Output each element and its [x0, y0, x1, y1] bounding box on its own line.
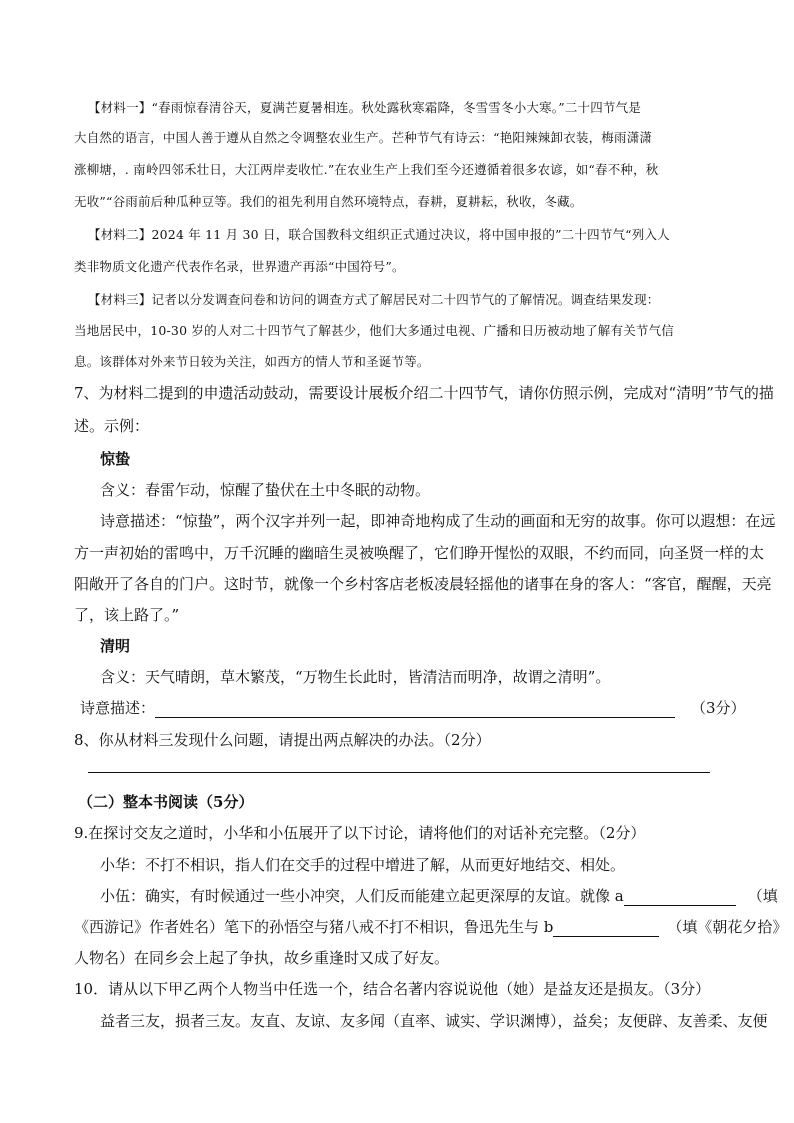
- answer-blank-q7[interactable]: [155, 701, 675, 718]
- material-1-line-2: 大自然的语言，中国人善于遵从自然之令调整农业生产。芒种节气有诗云：“艳阳辣辣卸衣装，梅雨潇潇: [74, 130, 653, 145]
- xiaowu-text-a: 小伍：确实，有时候通过一些小冲突，人们反而能建立起更深厚的友谊。就像 a: [100, 887, 624, 905]
- material-1-line-1: 【材料一】“春雨惊春清谷天，夏满芒夏暑相连。秋处露秋寒霜降，冬雪雪冬小大寒。”二十四节气是: [88, 100, 642, 115]
- fill-hint-a: （填: [747, 887, 778, 905]
- question-10-line-1: 10．请从以下甲乙两个人物当中任选一个，结合名著内容说说他（她）是益友还是损友。（3分）: [74, 980, 711, 998]
- xiaowu-text-b: 《西游记》作者姓名）笔下的孙悟空与猪八戒不打不相识，鲁迅先生与 b: [74, 918, 554, 936]
- material-3-line-1: 【材料三】记者以分发调查问卷和访问的调查方式了解居民对二十四节气的了解情况。调查结果发现：: [88, 292, 660, 307]
- material-3-line-3: 息。该群体对外来节日较为关注，如西方的情人节和圣诞节等。: [74, 354, 430, 369]
- material-1-line-3: 涨柳塘，. 南岭四邻禾壮日，大江两岸麦收忙.”在农业生产上我们至今还遵循着很多农谚，如“春不种，秋: [74, 162, 659, 177]
- fill-hint-b: （填《朝花夕拾》: [667, 918, 788, 936]
- example-term-jingzhe: 惊蛰: [100, 450, 131, 468]
- example-description-line-4: 了，该上路了。”: [74, 606, 180, 624]
- example-description-line-3: 阳敞开了各自的门户。这时节，就像一个乡村客店老板凌晨轻摇他的诸事在身的客人：“客官，醒醒，天亮: [74, 575, 772, 593]
- answer-label: 诗意描述：: [80, 699, 156, 717]
- question-8: 8、你从材料三发现什么问题，请提出两点解决的办法。（2分）: [74, 731, 491, 749]
- question-7-line-2: 述。示例：: [74, 417, 150, 435]
- material-3-line-2: 当地居民中，10-30 岁的人对二十四节气了解甚少，他们大多通过电视、广播和日历被动地了解有关节气信: [74, 323, 675, 338]
- blank-b[interactable]: [553, 920, 659, 937]
- dialogue-xiaowu-line-1: [100, 886, 778, 906]
- target-meaning: 含义：天气晴朗，草木繁茂，“万物生长此时，皆清洁而明净，故谓之清明”。: [100, 668, 611, 686]
- answer-line-q7: [80, 698, 746, 718]
- question-10-line-2: 益者三友，损者三友。友直、友谅、友多闻（直率、诚实、学识渊博），益矣；友便辟、友善柔、友便: [100, 1012, 768, 1030]
- blank-a[interactable]: [624, 889, 736, 906]
- material-1-line-4: 无收”“谷雨前后种瓜种豆等。我们的祖先利用自然环境特点，春耕，夏耕耘，秋收，冬藏。: [74, 194, 583, 209]
- example-meaning: 含义：春雷乍动，惊醒了蛰伏在土中冬眠的动物。: [100, 481, 431, 499]
- answer-blank-q8[interactable]: [88, 772, 710, 773]
- dialogue-xiaowu-line-3: 人物名）在同乡会上起了争执，故乡重逢时又成了好友。: [74, 949, 450, 967]
- target-term-qingming: 清明: [100, 637, 131, 655]
- question-9-line-1: 9.在探讨交友之道时，小华和小伍展开了以下讨论，请将他们的对话补充完整。（2分）: [74, 824, 646, 842]
- section-2-title: （二）整本书阅读（5分）: [78, 793, 254, 811]
- example-description-line-2: 方一声初始的雷鸣中，万千沉睡的幽暗生灵被唤醒了，它们睁开惺忪的双眼，不约而同，向圣贤一样的太: [74, 544, 765, 562]
- dialogue-xiaowu-line-2: [74, 917, 787, 937]
- material-2-line-1: 【材料二】2024 年 11 月 30 日，联合国教科文组织正式通过决议，将中国申报的”二十四节气“列入人: [88, 227, 670, 242]
- question-7-line-1: 7、为材料二提到的申遗活动鼓动，需要设计展板介绍二十四节气，请你仿照示例，完成对“清明”节气的描: [74, 384, 774, 402]
- example-description-line-1: 诗意描述：“惊蛰”，两个汉字并列一起，即神奇地构成了生动的画面和无穷的故事。你可以遐想：在远: [100, 512, 776, 530]
- score-q7: （3分）: [691, 699, 746, 717]
- material-2-line-2: 类非物质文化遗产代表作名录，世界遗产再添“中国符号”。: [74, 259, 405, 274]
- dialogue-xiaohua: 小华：不打不相识，指人们在交手的过程中增进了解，从而更好地结交、相处。: [100, 856, 626, 874]
